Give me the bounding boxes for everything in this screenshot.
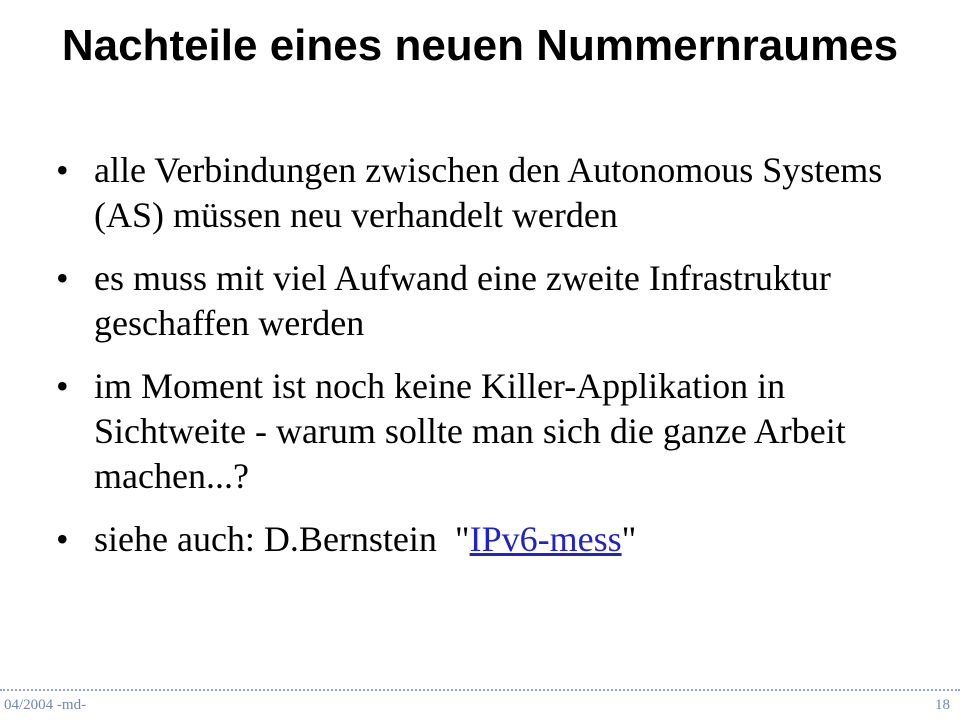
page-number: 18 [935, 697, 950, 713]
bullet-icon: • [56, 258, 69, 298]
bullet-list [56, 148, 906, 580]
ipv6-mess-link[interactable]: IPv6-mess [469, 519, 622, 559]
footer-date-author: 04/2004 -md- [4, 697, 87, 713]
bullet-icon: • [56, 150, 69, 190]
bullet-text: es muss mit viel Aufwand eine zweite Infrastruktur geschaffen werden [94, 258, 831, 343]
bullet-icon: • [56, 366, 69, 406]
bullet-text-prefix: siehe auch: D.Bernstein " [94, 519, 470, 559]
bullet-item [56, 517, 906, 562]
bullet-text: alle Verbindungen zwischen den Autonomous Systems (AS) müssen neu verhandelt werden [94, 150, 883, 235]
bullet-item [56, 256, 906, 346]
bullet-item [56, 364, 906, 499]
bullet-icon: • [56, 519, 69, 559]
slide-title: Nachteile eines neuen Nummernraumes [61, 21, 899, 70]
bullet-text-suffix: " [621, 519, 637, 559]
footer-divider [0, 689, 960, 691]
bullet-item [56, 148, 906, 238]
bullet-text: im Moment ist noch keine Killer-Applikation in Sichtweite - warum sollte man sich die ganze Arbeit machen...? [94, 366, 846, 496]
